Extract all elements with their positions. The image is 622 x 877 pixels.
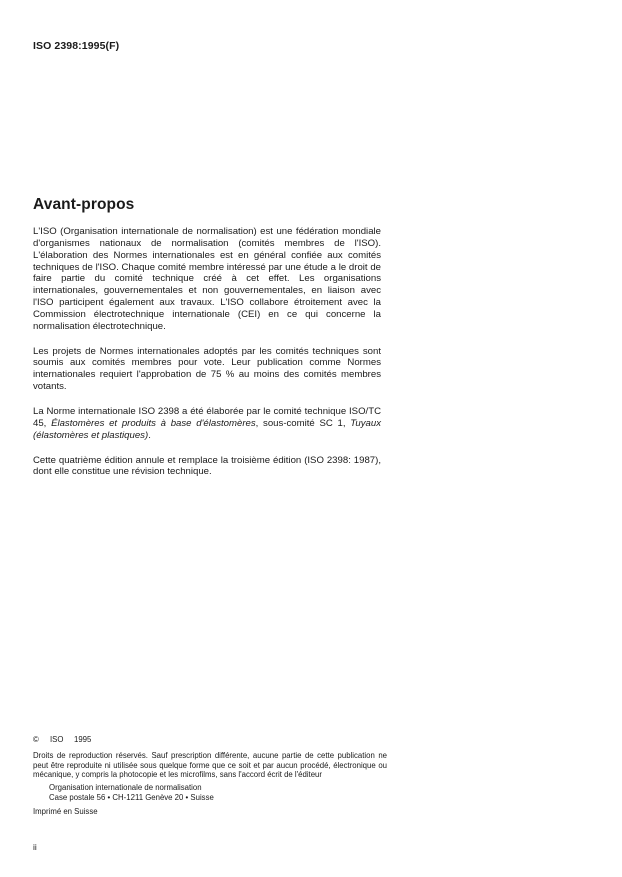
- paragraph-text: .: [148, 429, 151, 441]
- foreword-paragraph-3: [33, 406, 381, 442]
- copyright-owner: ISO: [50, 735, 64, 744]
- foreword-paragraph-4: Cette quatrième édition annule et remplace la troisième édition (ISO 2398: 1987), dont elle constitue une révision technique.: [33, 454, 381, 478]
- address-line-1: Organisation internationale de normalisation: [49, 783, 202, 793]
- publisher-address: [33, 783, 387, 803]
- address-line-2: Case postale 56 • CH-1211 Genève 20 • Suisse: [49, 792, 214, 802]
- document-identifier: ISO 2398:1995(F): [33, 40, 120, 52]
- foreword-body: [33, 226, 381, 491]
- copyright-year: 1995: [74, 735, 92, 744]
- subcommittee-title: Tuyaux (élastomères et plastiques): [33, 417, 381, 441]
- printed-in: Imprimé en Suisse: [33, 806, 98, 816]
- rights-notice: Droits de reproduction réservés. Sauf prescription différente, aucune partie de cette publication ne peut être reproduite ni utilisée sous quelque forme que ce soit et par aucun procédé, électronique ou mécanique, y compris la photocopie et les microfilms, sans l'accord écrit de l'éditeur: [33, 750, 387, 780]
- paragraph-text: La Norme internationale ISO 2398 a été élaborée par le comité technique ISO/TC 45,: [33, 405, 381, 429]
- committee-title: Élastomères et produits à base d'élastomères: [51, 417, 256, 429]
- page-number: ii: [33, 842, 37, 852]
- foreword-paragraph-1: L'ISO (Organisation internationale de normalisation) est une fédération mondiale d'organismes nationaux de normalisation (comités membres de l'ISO). L'élaboration des Normes internationales est en général confiée aux comités techniques de l'ISO. Chaque comité membre intéressé par une étude a le droit de faire partie du comité technique créé à cet effet. Les organisations internationales, gouvernementales et non gouvernementales, en liaison avec l'ISO participent également aux travaux. L'ISO collabore étroitement avec la Commission électrotechnique internationale (CEI) en ce qui concerne la normalisation électrotechnique.: [33, 226, 381, 332]
- copyright-block: [33, 735, 387, 817]
- copyright-line: [33, 735, 387, 745]
- foreword-paragraph-2: Les projets de Normes internationales adoptés par les comités techniques sont soumis aux comités membres pour vote. Leur publication comme Normes internationales requiert l'approbation de 75 % au moins des comités membres votants.: [33, 345, 381, 393]
- foreword-title: Avant-propos: [33, 196, 135, 213]
- copyright-symbol: ©: [33, 735, 39, 744]
- paragraph-text: , sous-comité SC 1,: [255, 417, 351, 429]
